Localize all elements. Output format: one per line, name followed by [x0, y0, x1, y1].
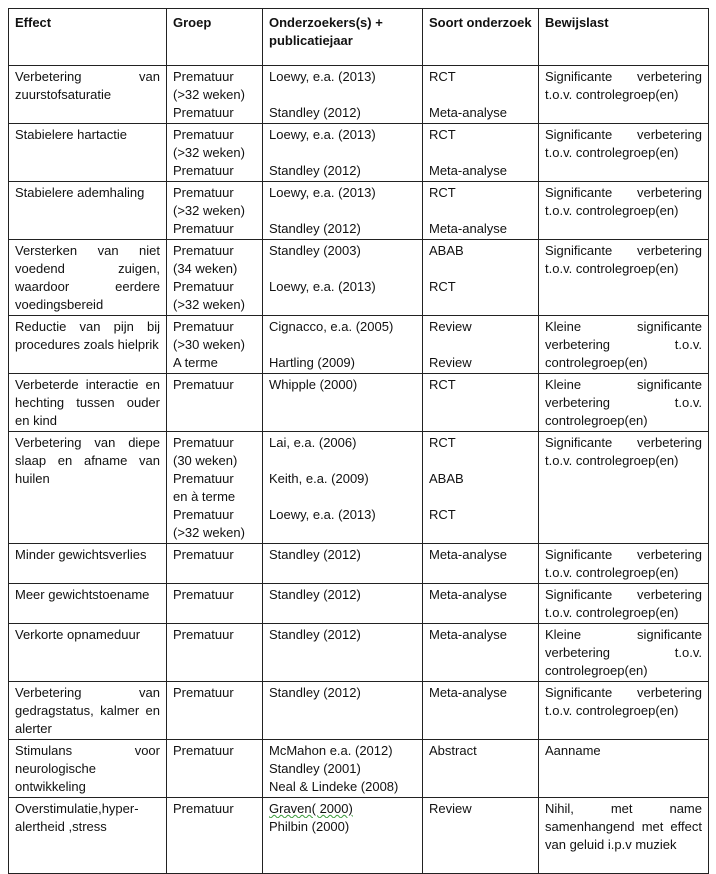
researchers-line: Loewy, e.a. (2013) — [269, 127, 376, 142]
effect-cell: Meer gewichtstoename — [9, 584, 167, 624]
header-row — [9, 9, 709, 66]
group-cell — [167, 66, 263, 124]
group-line: Prematuur — [173, 221, 234, 236]
type-line: Meta-analyse — [429, 685, 508, 700]
group-cell — [167, 682, 263, 740]
researchers-line: Standley (2012) — [269, 105, 361, 120]
effect-cell: Verkorte opnameduur — [9, 624, 167, 682]
group-cell — [167, 316, 263, 374]
type-line: ABAB — [429, 471, 464, 486]
evidence-cell: Significante verbetering t.o.v. controlegroep(en) — [539, 682, 709, 740]
group-line: A terme — [173, 355, 218, 370]
group-line: (>32 weken) — [173, 525, 245, 540]
evidence-cell: Kleine significante verbetering t.o.v. controlegroep(en) — [539, 374, 709, 432]
type-cell — [423, 584, 539, 624]
type-line: Abstract — [429, 743, 477, 758]
researchers-line: Whipple (2000) — [269, 377, 358, 392]
group-cell — [167, 798, 263, 874]
type-cell — [423, 124, 539, 182]
evidence-cell: Significante verbetering t.o.v. controlegroep(en) — [539, 124, 709, 182]
evidence-cell: Significante verbetering t.o.v. controlegroep(en) — [539, 432, 709, 544]
effect-cell: Stabielere ademhaling — [9, 182, 167, 240]
effect-cell: Versterken van niet voedend zuigen, waardoor eerdere voedingsbereid — [9, 240, 167, 316]
table-row — [9, 798, 709, 874]
evidence-cell: Significante verbetering t.o.v. controlegroep(en) — [539, 240, 709, 316]
group-line: (>32 weken) — [173, 87, 245, 102]
researchers-cell — [263, 66, 423, 124]
researchers-cell — [263, 740, 423, 798]
researchers-line: Cignacco, e.a. (2005) — [269, 319, 394, 334]
researchers-line: Loewy, e.a. (2013) — [269, 185, 376, 200]
type-cell — [423, 240, 539, 316]
type-cell — [423, 798, 539, 874]
group-cell — [167, 240, 263, 316]
evidence-cell: Aanname — [539, 740, 709, 798]
researchers-cell — [263, 124, 423, 182]
type-cell — [423, 740, 539, 798]
group-line: (34 weken) — [173, 261, 238, 276]
type-line: RCT — [429, 279, 456, 294]
researchers-line: Standley (2012) — [269, 587, 361, 602]
group-cell — [167, 584, 263, 624]
effect-cell: Verbetering van diepe slaap en afname van huilen — [9, 432, 167, 544]
group-line: (>32 weken) — [173, 203, 245, 218]
header-researchers: Onderzoekers(s) + publicatiejaar — [263, 9, 423, 66]
type-line — [429, 144, 532, 162]
researchers-line — [269, 202, 416, 220]
researchers-line — [269, 488, 416, 506]
researchers-line: Loewy, e.a. (2013) — [269, 279, 376, 294]
group-line: (>32 weken) — [173, 145, 245, 160]
researchers-line: McMahon e.a. (2012) — [269, 743, 393, 758]
type-line: RCT — [429, 69, 456, 84]
group-line: Prematuur — [173, 471, 234, 486]
evidence-cell: Significante verbetering t.o.v. controlegroep(en) — [539, 584, 709, 624]
header-group: Groep — [167, 9, 263, 66]
group-cell — [167, 544, 263, 584]
evidence-cell: Kleine significante verbetering t.o.v. controlegroep(en) — [539, 624, 709, 682]
group-line: Prematuur — [173, 435, 234, 450]
group-cell — [167, 124, 263, 182]
table-row — [9, 124, 709, 182]
group-line: Prematuur — [173, 547, 234, 562]
researchers-cell — [263, 584, 423, 624]
researchers-line: Standley (2012) — [269, 221, 361, 236]
effect-cell: Verbetering van gedragstatus, kalmer en alerter — [9, 682, 167, 740]
researchers-line: Standley (2003) — [269, 243, 361, 258]
group-line: Prematuur — [173, 105, 234, 120]
researchers-line: Standley (2001) — [269, 761, 361, 776]
researchers-line — [269, 86, 416, 104]
type-line: Meta-analyse — [429, 627, 508, 642]
researchers-line: Loewy, e.a. (2013) — [269, 69, 376, 84]
table-row — [9, 584, 709, 624]
researchers-line: Graven( 2000) — [269, 801, 353, 816]
type-line — [429, 296, 532, 314]
group-line: Prematuur — [173, 185, 234, 200]
researchers-line — [269, 524, 416, 542]
group-line: Prematuur — [173, 243, 234, 258]
header-study-type: Soort onderzoek — [423, 9, 539, 66]
table-row — [9, 544, 709, 584]
type-line: Review — [429, 355, 472, 370]
table-row — [9, 316, 709, 374]
researchers-line: Neal & Lindeke (2008) — [269, 779, 399, 794]
group-line: (>32 weken) — [173, 297, 245, 312]
type-cell — [423, 624, 539, 682]
group-cell — [167, 432, 263, 544]
type-line — [429, 488, 532, 506]
group-line: Prematuur — [173, 743, 234, 758]
researchers-cell — [263, 624, 423, 682]
type-line: Meta-analyse — [429, 163, 508, 178]
researchers-line: Lai, e.a. (2006) — [269, 435, 357, 450]
table-row — [9, 66, 709, 124]
researchers-line — [269, 260, 416, 278]
evidence-cell: Nihil, met name samenhangend met effect van geluid i.p.v muziek — [539, 798, 709, 874]
researchers-line — [269, 336, 416, 354]
group-line: Prematuur — [173, 377, 234, 392]
type-line — [429, 202, 532, 220]
evidence-cell: Significante verbetering t.o.v. controlegroep(en) — [539, 544, 709, 584]
type-cell — [423, 66, 539, 124]
group-cell — [167, 740, 263, 798]
effect-cell: Verbetering van zuurstofsaturatie — [9, 66, 167, 124]
table-row — [9, 682, 709, 740]
type-line: RCT — [429, 127, 456, 142]
music-effects-table — [8, 8, 709, 874]
type-line: Meta-analyse — [429, 587, 508, 602]
table-row — [9, 740, 709, 798]
researchers-cell — [263, 432, 423, 544]
group-line: Prematuur — [173, 685, 234, 700]
header-effect: Effect — [9, 9, 167, 66]
group-line: Prematuur — [173, 279, 234, 294]
effect-cell: Verbeterde interactie en hechting tussen ouder en kind — [9, 374, 167, 432]
group-line: Prematuur — [173, 627, 234, 642]
type-line — [429, 86, 532, 104]
table-row — [9, 240, 709, 316]
researchers-cell — [263, 182, 423, 240]
type-cell — [423, 182, 539, 240]
group-line: Prematuur — [173, 587, 234, 602]
researchers-cell — [263, 240, 423, 316]
effect-cell: Stimulans voor neurologische ontwikkeling — [9, 740, 167, 798]
table-row — [9, 624, 709, 682]
group-line: Prematuur — [173, 801, 234, 816]
type-cell — [423, 432, 539, 544]
type-cell — [423, 316, 539, 374]
type-line: ABAB — [429, 243, 464, 258]
researchers-line — [269, 452, 416, 470]
type-line: Meta-analyse — [429, 547, 508, 562]
group-cell — [167, 624, 263, 682]
group-line: Prematuur — [173, 163, 234, 178]
researchers-cell — [263, 316, 423, 374]
group-cell — [167, 182, 263, 240]
group-line: Prematuur — [173, 507, 234, 522]
researchers-line: Standley (2012) — [269, 627, 361, 642]
type-line — [429, 452, 532, 470]
group-cell — [167, 374, 263, 432]
type-line — [429, 524, 532, 542]
table-row — [9, 374, 709, 432]
researchers-line: Standley (2012) — [269, 547, 361, 562]
effect-cell: Reductie van pijn bij procedures zoals hielprik — [9, 316, 167, 374]
group-line: en à terme — [173, 489, 236, 504]
group-line: (30 weken) — [173, 453, 238, 468]
researchers-line — [269, 296, 416, 314]
group-line: Prematuur — [173, 127, 234, 142]
researchers-line: Hartling (2009) — [269, 355, 355, 370]
researchers-line: Standley (2012) — [269, 163, 361, 178]
group-line: Prematuur — [173, 69, 234, 84]
type-line: RCT — [429, 185, 456, 200]
type-line: RCT — [429, 377, 456, 392]
researchers-cell — [263, 374, 423, 432]
researchers-line — [269, 144, 416, 162]
evidence-cell: Significante verbetering t.o.v. controlegroep(en) — [539, 182, 709, 240]
type-line — [429, 260, 532, 278]
effect-cell: Overstimulatie,hyper-alertheid ,stress — [9, 798, 167, 874]
type-line: Meta-analyse — [429, 105, 508, 120]
table-row — [9, 432, 709, 544]
type-line — [429, 336, 532, 354]
researchers-line: Loewy, e.a. (2013) — [269, 507, 376, 522]
type-line: RCT — [429, 435, 456, 450]
researchers-line: Standley (2012) — [269, 685, 361, 700]
type-line: Meta-analyse — [429, 221, 508, 236]
evidence-cell: Kleine significante verbetering t.o.v. controlegroep(en) — [539, 316, 709, 374]
researchers-cell — [263, 798, 423, 874]
evidence-cell: Significante verbetering t.o.v. controlegroep(en) — [539, 66, 709, 124]
researchers-cell — [263, 682, 423, 740]
type-line: Review — [429, 801, 472, 816]
researchers-line: Keith, e.a. (2009) — [269, 471, 369, 486]
type-cell — [423, 682, 539, 740]
document-page — [8, 8, 709, 874]
type-line: RCT — [429, 507, 456, 522]
researchers-line: Philbin (2000) — [269, 819, 350, 834]
group-line: (>30 weken) — [173, 337, 245, 352]
table-row — [9, 182, 709, 240]
effect-cell: Minder gewichtsverlies — [9, 544, 167, 584]
effect-cell: Stabielere hartactie — [9, 124, 167, 182]
group-line: Prematuur — [173, 319, 234, 334]
type-cell — [423, 544, 539, 584]
researchers-cell — [263, 544, 423, 584]
header-evidence: Bewijslast — [539, 9, 709, 66]
type-cell — [423, 374, 539, 432]
type-line: Review — [429, 319, 472, 334]
